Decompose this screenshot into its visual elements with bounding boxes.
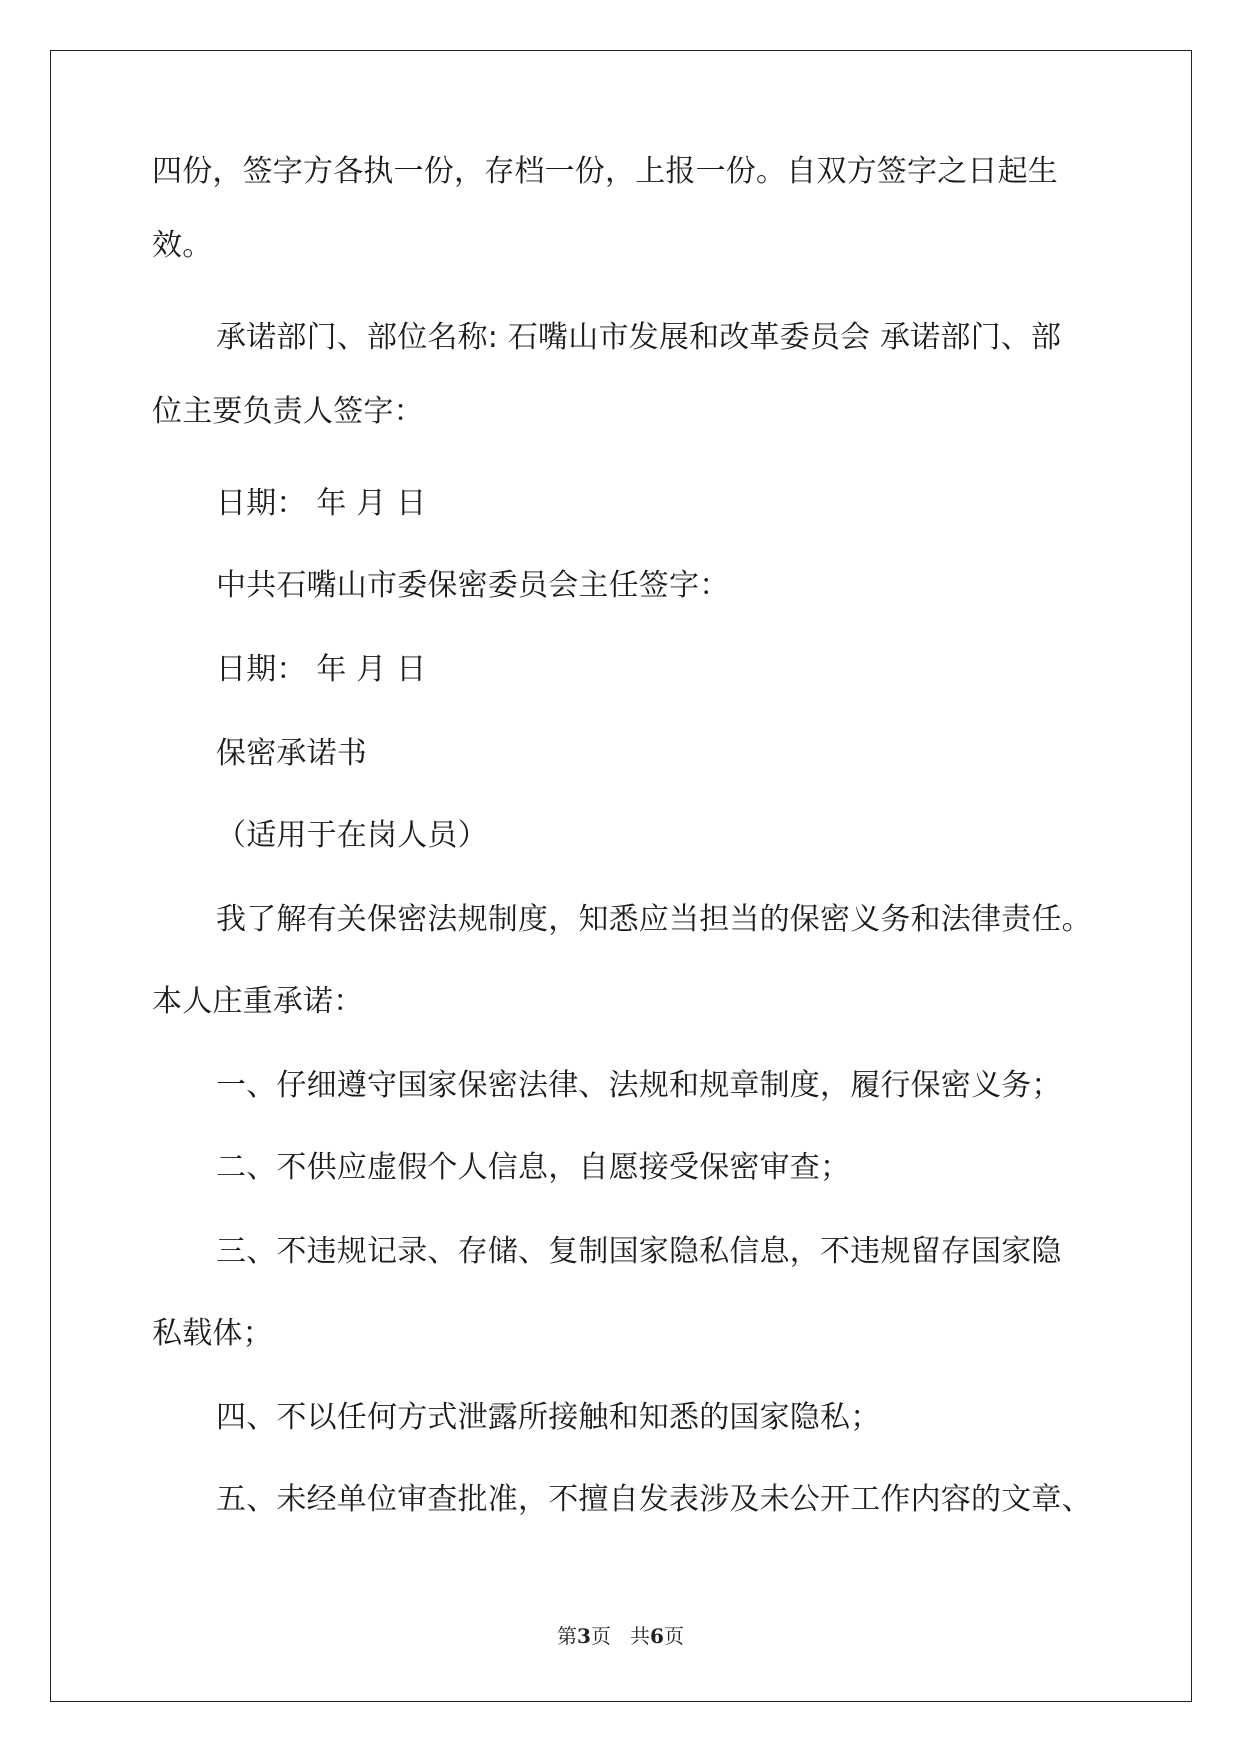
- text-line: 本人庄重承诺：: [152, 984, 364, 1019]
- page-prefix: 第: [557, 1624, 578, 1648]
- text-line: 中共石嘴山市委保密委员会主任签字：: [216, 568, 730, 603]
- current-page-number: 3: [577, 1624, 591, 1648]
- text-line: 我了解有关保密法规制度，知悉应当担当的保密义务和法律责任。: [216, 902, 1092, 937]
- text-line: 四份，签字方各执一份，存档一份，上报一份。自双方签字之日起生: [152, 154, 1058, 189]
- text-line: 私载体；: [152, 1316, 273, 1351]
- text-line: 五、未经单位审查批准，不擅自发表涉及未公开工作内容的文章、: [216, 1482, 1092, 1517]
- text-line: 承诺部门、部位名称: 石嘴山市发展和改革委员会 承诺部门、部: [216, 320, 1062, 355]
- text-line: 一、仔细遵守国家保密法律、法规和规章制度，履行保密义务；: [216, 1068, 1062, 1103]
- page-footer: [0, 1622, 1241, 1650]
- text-line: 三、不违规记录、存储、复制国家隐私信息，不违规留存国家隐: [216, 1234, 1062, 1269]
- text-line: 效。: [152, 228, 213, 263]
- page-suffix: 页: [590, 1624, 611, 1648]
- document-subheading: （适用于在岗人员）: [216, 818, 488, 853]
- total-pages-number: 6: [650, 1624, 664, 1648]
- date-line: 日期： 年 月 日: [216, 652, 427, 687]
- total-prefix: 共: [630, 1624, 651, 1648]
- document-heading: 保密承诺书: [216, 736, 367, 771]
- total-suffix: 页: [663, 1624, 684, 1648]
- date-line: 日期： 年 月 日: [216, 486, 427, 521]
- page-border: [50, 50, 1192, 1702]
- text-line: 位主要负责人签字：: [152, 394, 424, 429]
- text-line: 四、不以任何方式泄露所接触和知悉的国家隐私；: [216, 1400, 881, 1435]
- text-line: 二、不供应虚假个人信息，自愿接受保密审查；: [216, 1150, 851, 1185]
